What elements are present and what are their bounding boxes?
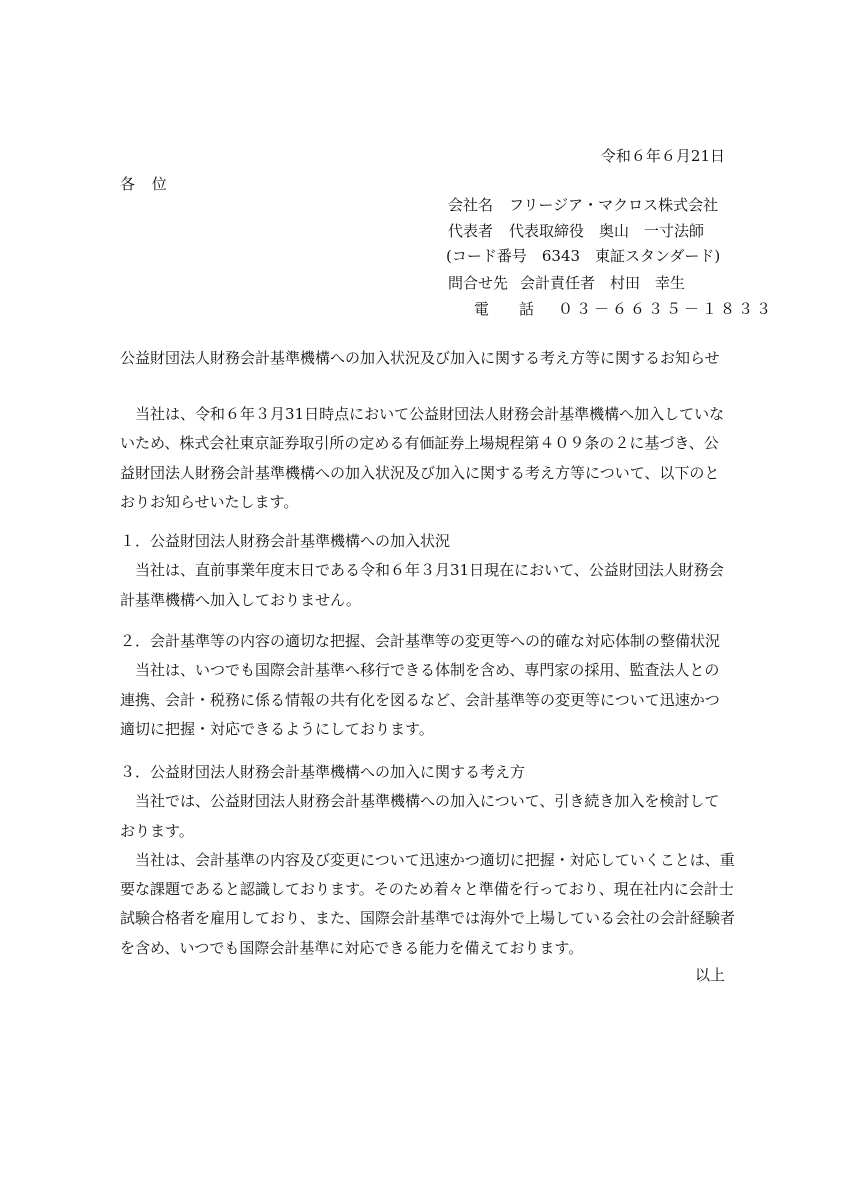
sender-contact-value: 会計責任者 村田 幸生 [520, 274, 686, 292]
sender-phone [474, 299, 774, 319]
section-heading: ３．公益財団法人財務会計基準機構への加入に関する考え方 [120, 763, 526, 781]
document-date: 令和６年６月21日 [600, 147, 725, 165]
section-heading: ２．会計基準等の内容の適切な把握、会計基準等の変更等への的確な対応体制の整備状況 [120, 632, 721, 650]
section-line: おります。 [120, 821, 194, 840]
sender-code: (コード番号 6343 東証スタンダード) [446, 247, 721, 265]
sender-company-value: フリージア・マクロス株式会社 [509, 196, 719, 214]
section-heading: １．公益財団法人財務会計基準機構への加入状況 [120, 532, 451, 550]
section-line: 適切に把握・対応できるようにしております。 [120, 719, 434, 738]
section-3 [120, 758, 736, 963]
closing-mark: 以上 [694, 966, 725, 984]
section-2 [120, 627, 730, 744]
intro-line: 当社は、令和６年３月31日時点において公益財団法人財務会計基準機構へ加入していな [120, 405, 725, 423]
sender-contact [448, 273, 685, 293]
section-1 [120, 527, 730, 615]
intro-line: 益財団法人財務会計基準機構への加入状況及び加入に関する考え方等について、以下のと [120, 463, 720, 482]
sender-company-key: 会社名 [448, 196, 494, 214]
sender-contact-key: 問合せ先 [448, 274, 509, 292]
intro-line: いため、株式会社東京証券取引所の定める有価証券上場規程第４０９条の２に基づき、公 [120, 434, 719, 453]
sender-representative-key: 代表者 [448, 222, 494, 240]
sender-company [448, 195, 718, 215]
section-line: 連携、会計・税務に係る情報の共有化を図るなど、会計基準等の変更等について迅速かつ [120, 690, 720, 709]
section-line: を含め、いつでも国際会計基準に対応できる能力を備えております。 [120, 938, 584, 957]
section-line: 当社は、いつでも国際会計基準へ移行できる体制を含め、専門家の採用、監査法人との [120, 661, 720, 680]
recipient: 各 位 [120, 175, 173, 193]
section-line: 要な課題であると認識しております。そのため着々と準備を行っており、現在社内に会計士 [120, 880, 734, 899]
section-line: 当社は、会計基準の内容及び変更について迅速かつ適切に把握・対応していくことは、重 [120, 850, 735, 869]
sender-representative-value: 代表取締役 奥山 一寸法師 [509, 222, 705, 240]
sender-phone-value: ０３－６６３５－１８３３ [558, 300, 775, 318]
section-line: 計基準機構へ加入しておりません。 [120, 590, 361, 609]
intro-line: おりお知らせいたします。 [120, 492, 299, 511]
section-line: 当社は、直前事業年度末日である令和６年３月31日現在において、公益財団法人財務会 [120, 561, 724, 580]
document-title: 公益財団法人財務会計基準機構への加入状況及び加入に関する考え方等に関するお知らせ [120, 349, 720, 367]
sender-representative [448, 221, 704, 241]
section-line: 試験合格者を雇用しており、また、国際会計基準では海外で上場している会社の会計経験者 [120, 909, 736, 928]
sender-phone-key: 電 話 [474, 300, 535, 318]
section-line: 当社では、公益財団法人財務会計基準機構への加入について、引き続き加入を検討して [120, 792, 720, 811]
intro-paragraph [120, 400, 730, 517]
